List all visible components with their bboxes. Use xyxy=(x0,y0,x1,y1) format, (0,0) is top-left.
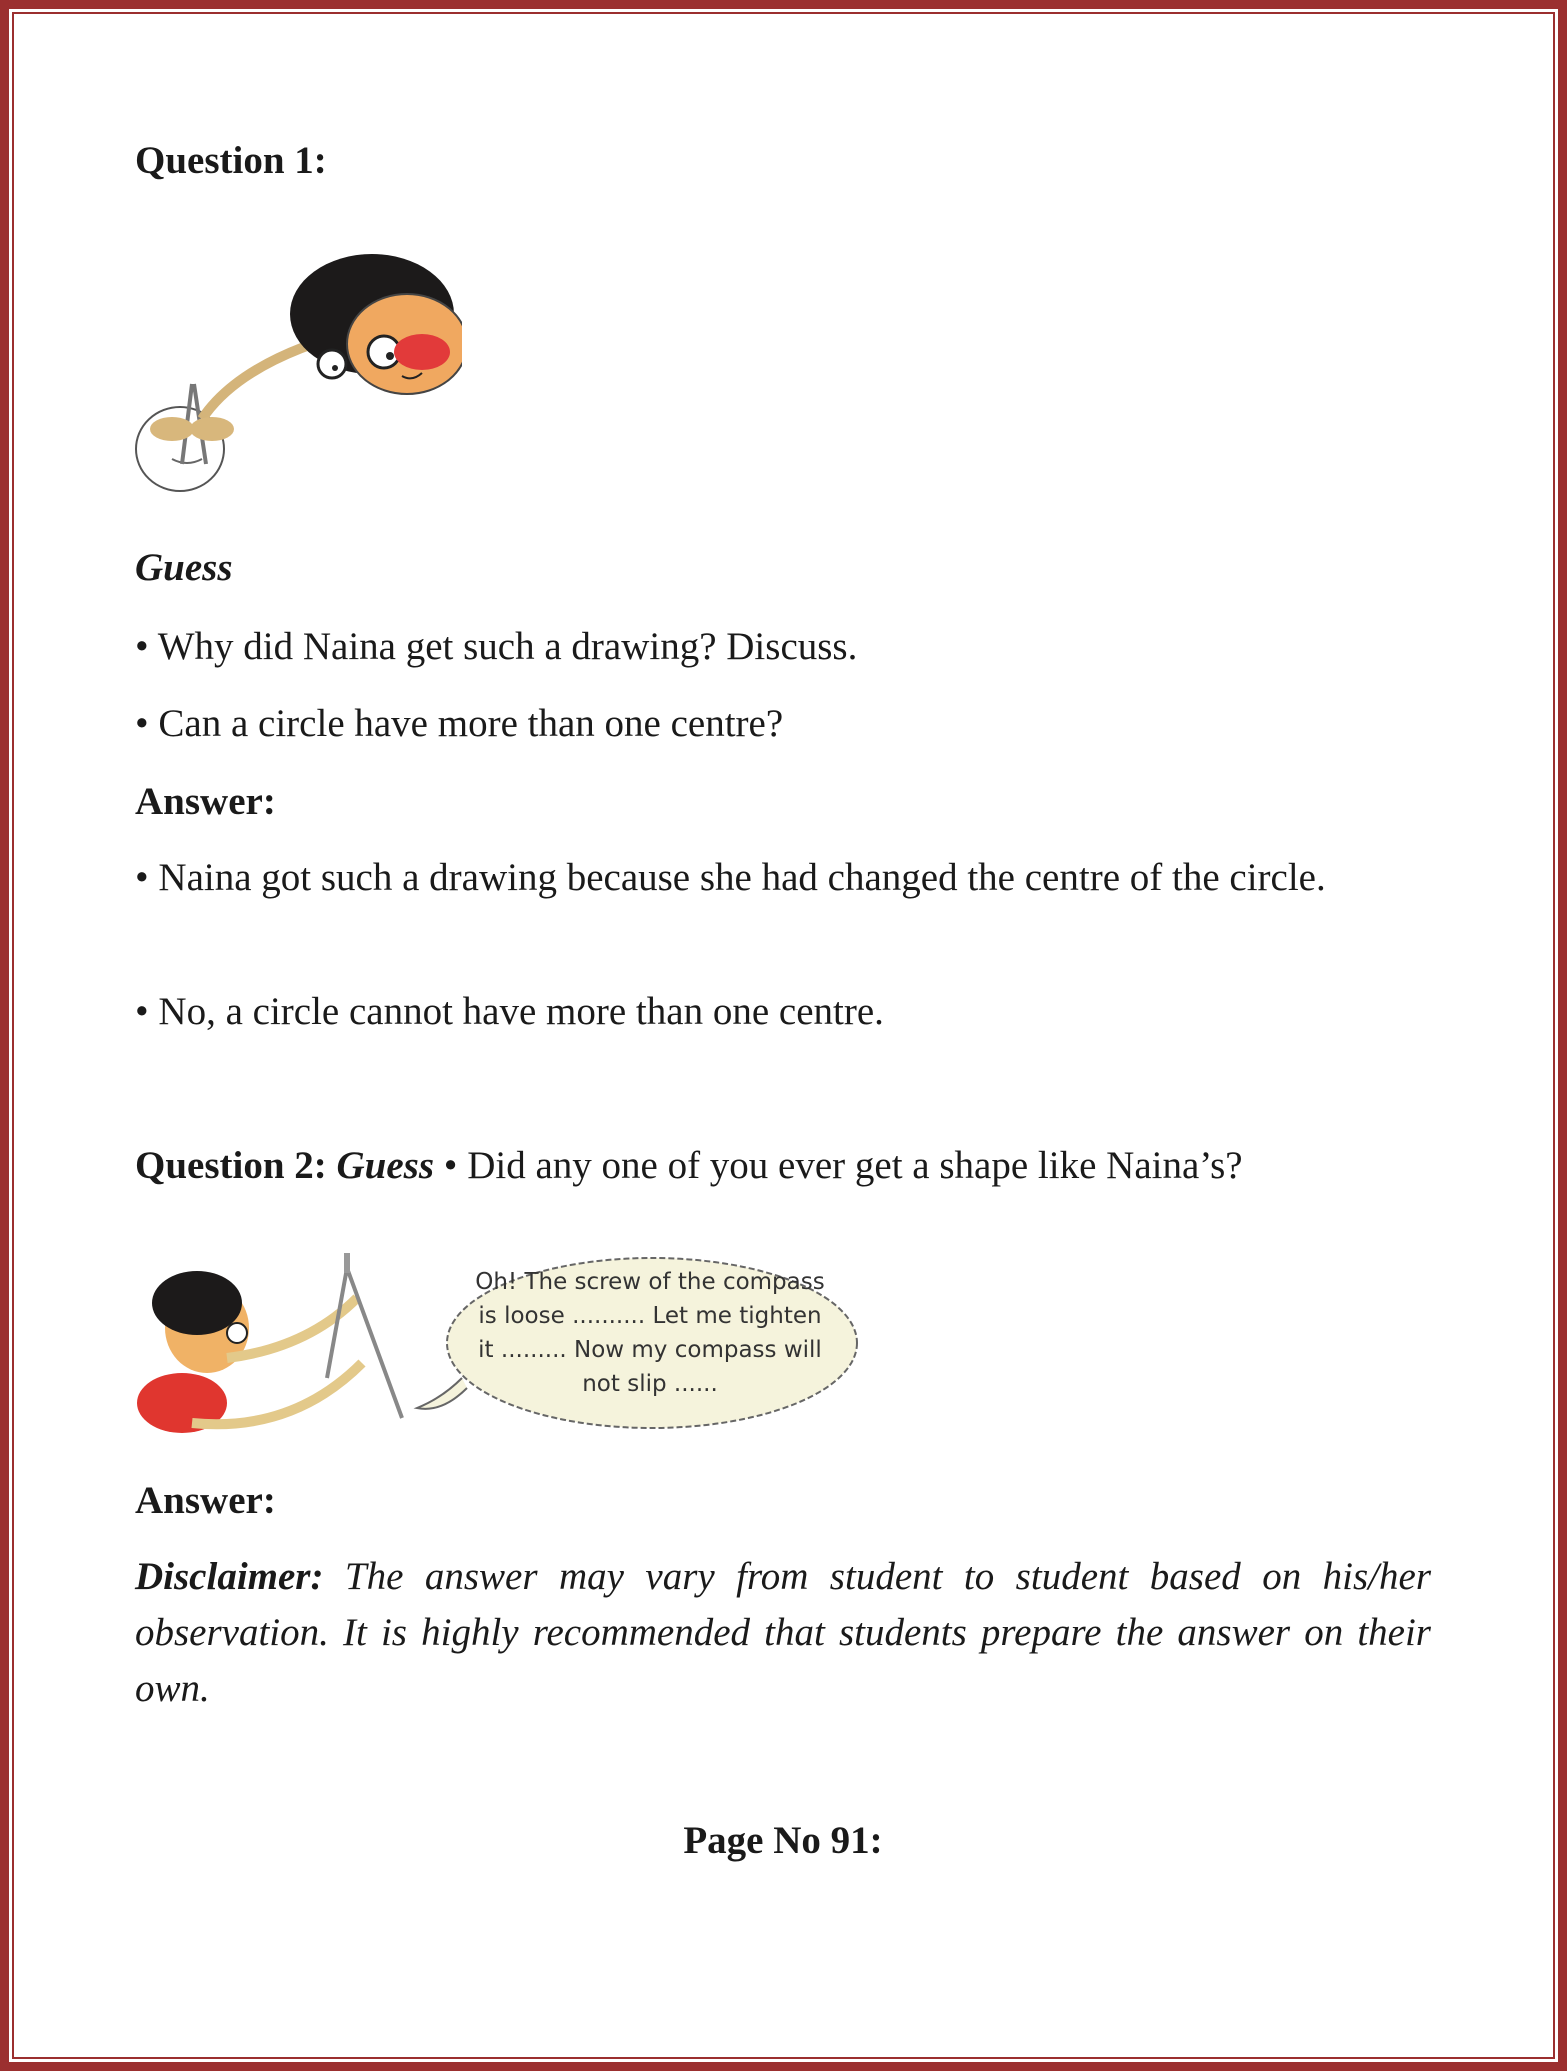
answer-paragraph: • No, a circle cannot have more than one centre. xyxy=(135,990,884,1033)
guess-label: Guess xyxy=(135,546,233,589)
guess-bullet: • Can a circle have more than one centre? xyxy=(135,702,784,745)
naina-drawing-circle-illustration xyxy=(132,244,462,504)
question-2-line xyxy=(135,1138,1431,1194)
question-2-heading: Question 2: xyxy=(135,1144,327,1187)
question-2-text: • Did any one of you ever get a shape like Naina’s? xyxy=(434,1144,1243,1187)
answer-label: Answer: xyxy=(135,1479,276,1522)
speech-bubble-text: Oh! The screw of the compass is loose .......... Let me tighten it ......... Now my compass will not slip ...... xyxy=(475,1269,825,1397)
page-number-label: Page No 91: xyxy=(683,1819,883,1862)
disclaimer-text: The answer may vary from student to student based on his/her observation. It is highly recommended that students prepare the answer on their own. xyxy=(135,1555,1431,1710)
disclaimer-label: Disclaimer: xyxy=(135,1555,324,1598)
disclaimer-paragraph xyxy=(135,1549,1431,1717)
guess-bullet: • Why did Naina get such a drawing? Discuss. xyxy=(135,625,858,668)
answer-label: Answer: xyxy=(135,780,276,823)
answer-paragraph: • Naina got such a drawing because she had changed the centre of the circle. xyxy=(135,856,1326,899)
question-1-heading: Question 1: xyxy=(135,139,327,182)
guess-label: Guess xyxy=(336,1144,435,1187)
